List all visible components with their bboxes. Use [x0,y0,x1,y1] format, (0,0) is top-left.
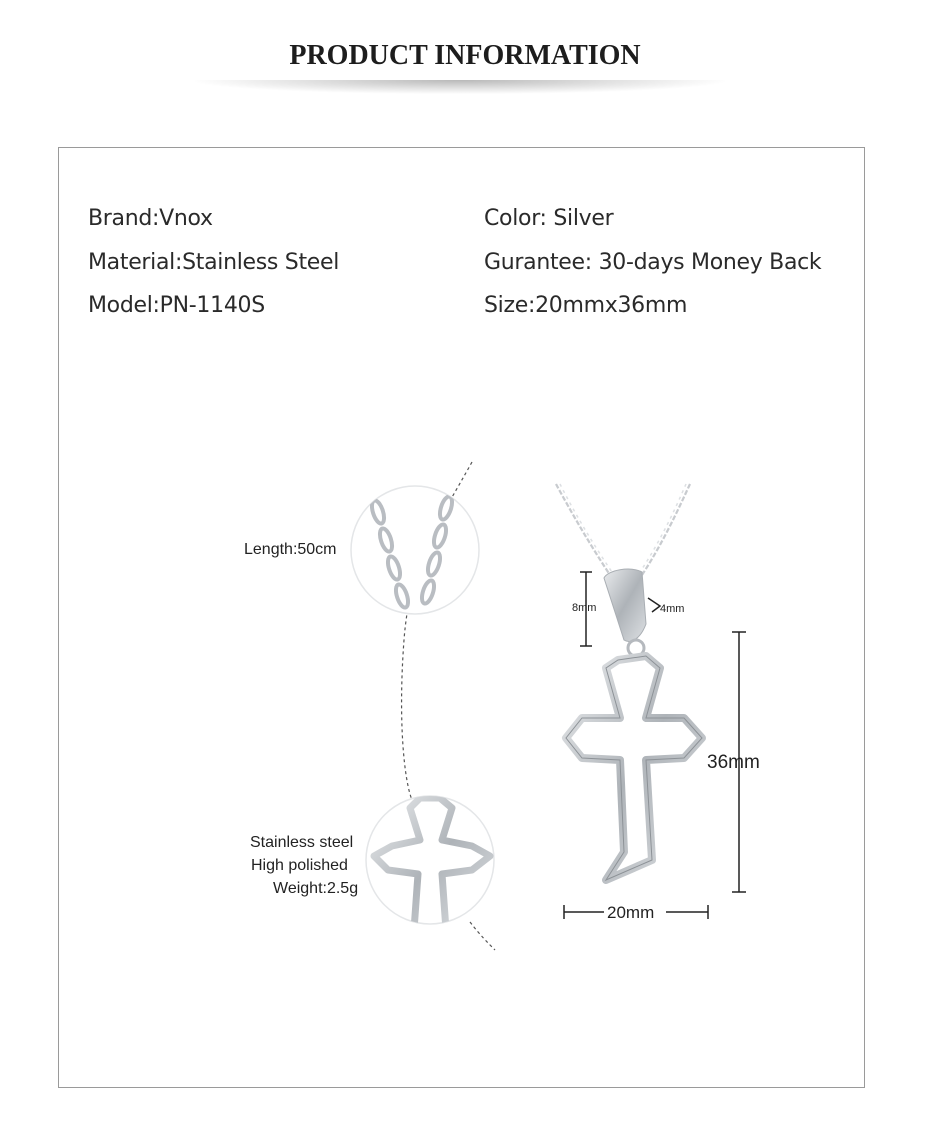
page-title: PRODUCT INFORMATION [289,40,641,71]
height-dimension-label: 36mm [707,752,760,773]
length-label: Length:50cm [244,541,337,558]
spec-size: Size:20mmx36mm [484,293,688,318]
bail-height-label: 8mm [572,602,597,614]
weight-label: Weight:2.5g [273,880,359,897]
chain-closeup-icon [351,486,479,614]
bail-width-label: 4mm [660,603,685,615]
material-label-line2: High polished [251,857,348,874]
width-dimension-label: 20mm [607,903,655,922]
cross-pendant-icon [566,656,702,880]
necklace-chain-icon [556,484,690,578]
cross-closeup-icon [366,796,494,930]
spec-material: Material:Stainless Steel [88,250,340,275]
pendant-bail-icon [604,569,646,656]
material-label-line1: Stainless steel [250,834,354,851]
dimension-lines [564,572,746,919]
spec-color: Color: Silver [484,206,614,231]
spec-brand: Brand:Vnox [88,206,213,231]
spec-guarantee: Gurantee: 30-days Money Back [484,250,822,275]
guide-arc-bottom [470,922,495,950]
spec-model: Model:PN-1140S [88,293,265,318]
